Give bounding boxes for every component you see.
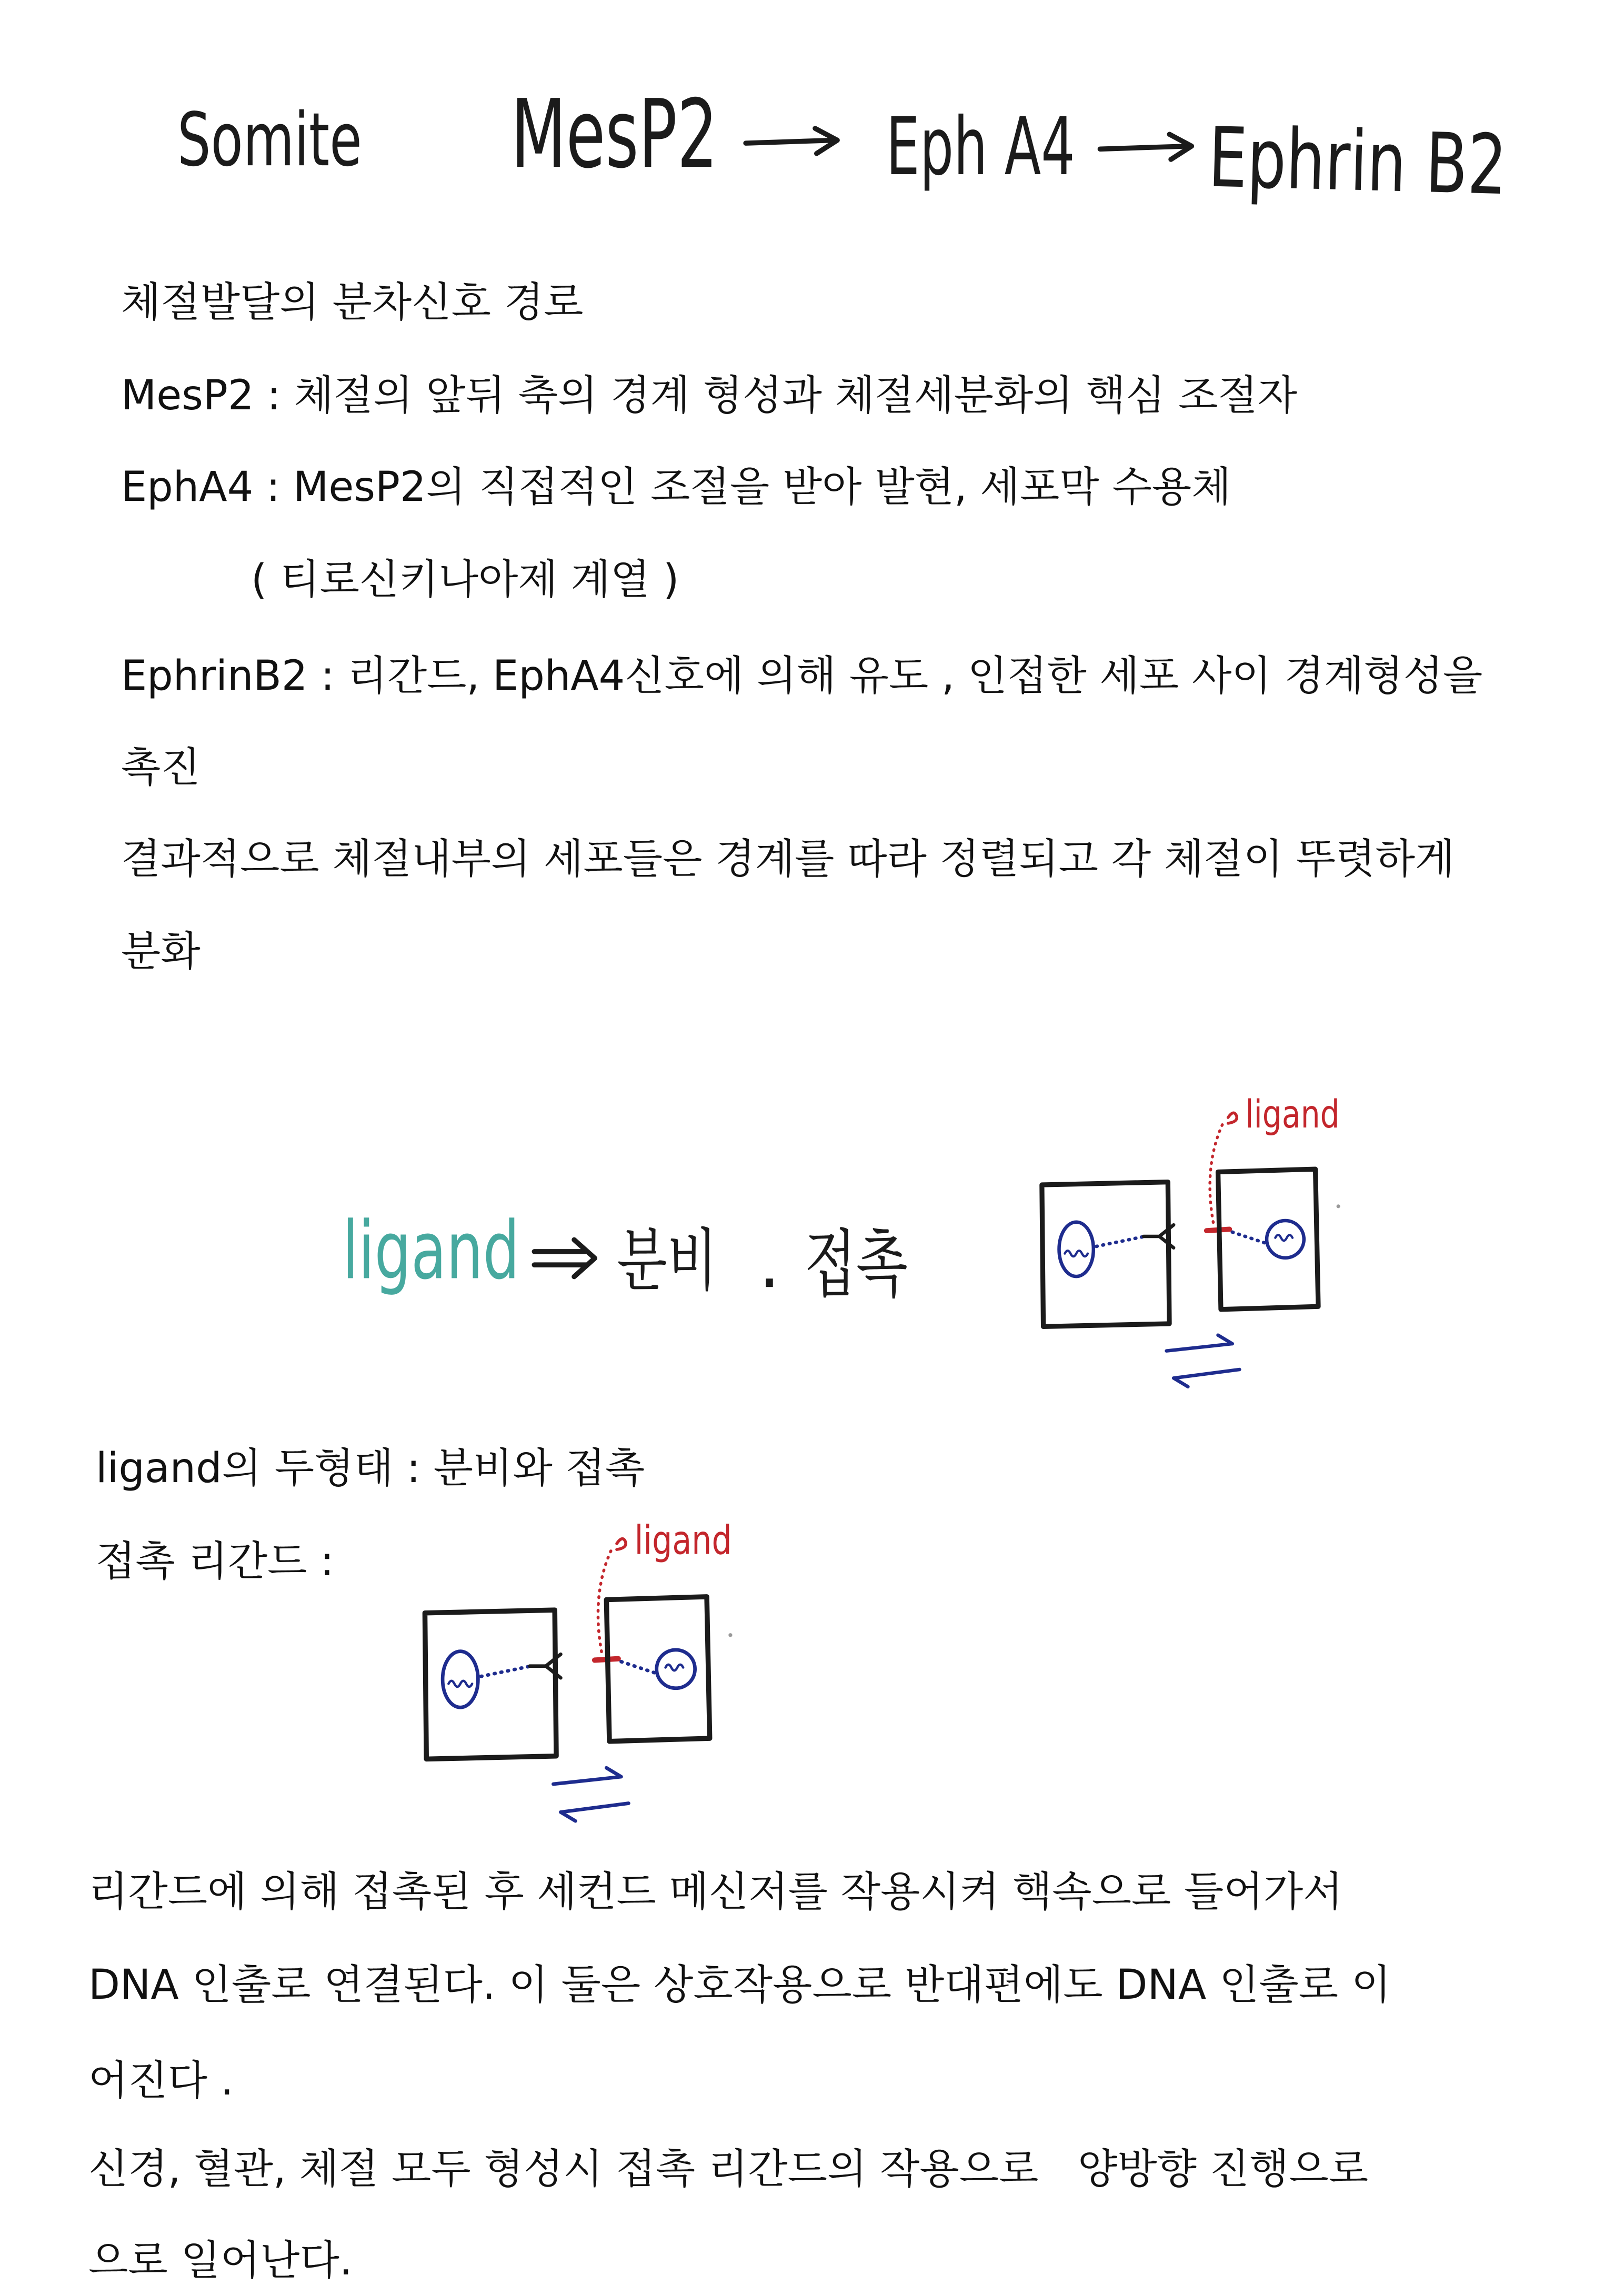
epha4-definition: EphA4 : MesP2의 직접적인 조절을 받아 발현, 세포막 수용체: [121, 464, 1231, 511]
implies-arrow-icon: [534, 1240, 595, 1276]
arrow-right-icon: [746, 128, 837, 154]
epha4-label: Eph A4: [886, 100, 1075, 194]
contact-ligand-label: 접촉 리간드 :: [96, 1538, 334, 1585]
epha4-note: ( 티로신키나아제 계열 ): [251, 556, 679, 603]
conclusion-line-cont: 분화: [121, 928, 201, 975]
ligand-word: ligand: [342, 1204, 520, 1297]
ink-speck: [1337, 1204, 1340, 1208]
ligand-label: ligand: [1245, 1092, 1340, 1137]
right-nucleus: [1267, 1221, 1304, 1258]
ephrinb2-definition: EphrinB2 : 리간드, EphA4신호에 의해 유도 , 인접한 세포 사이 경계형성을: [121, 652, 1483, 700]
ephrinb2-label: Ephrin B2: [1207, 109, 1612, 217]
contact-label: 접촉: [804, 1222, 908, 1308]
left-nucleus: [443, 1651, 478, 1708]
bidirectional-arrows-icon: [553, 1768, 628, 1821]
ligand-pointer: [1210, 1113, 1237, 1225]
summary-line: 어진다 .: [88, 2057, 234, 2104]
ligand-forms-line: ligand의 두형태 : 분비와 접촉: [96, 1445, 645, 1492]
summary-line: 리간드에 의해 접촉된 후 세컨드 메신저를 작용시켜 핵속으로 들어가서: [88, 1868, 1343, 1916]
conclusion-line: 결과적으로 체절내부의 세포들은 경계를 따라 정렬되고 각 체절이 뚜렷하게: [121, 835, 1455, 883]
ligand-pointer: [598, 1539, 626, 1655]
contact-ligand-diagram-1: [1030, 1087, 1360, 1395]
bidirectional-arrows-icon: [1167, 1335, 1240, 1387]
arrow-right-icon: [1100, 134, 1191, 159]
handwritten-pathway-title: [148, 59, 1612, 229]
ink-speck: [728, 1633, 732, 1637]
mesp2-label: MesP2: [511, 79, 718, 189]
right-nucleus: [657, 1650, 695, 1688]
secretion-label: 분비: [617, 1221, 718, 1301]
section-heading: 체절발달의 분차신호 경로: [121, 279, 584, 326]
mesp2-definition: MesP2 : 체절의 앞뒤 축의 경계 형성과 체절세분화의 핵심 조절자: [121, 372, 1298, 419]
signal-path-right: [621, 1661, 656, 1673]
summary-line: DNA 인출로 연결된다. 이 둘은 상호작용으로 반대편에도 DNA 인출로 이: [88, 1961, 1391, 2009]
signal-path-right: [1232, 1232, 1267, 1244]
signal-path-left: [1096, 1236, 1145, 1246]
somite-label: Somite: [177, 97, 362, 184]
summary-line: 신경, 혈관, 체절 모두 형성시 접촉 리간드의 작용으로 양방향 진행으로: [88, 2146, 1369, 2193]
ephrinb2-definition-cont: 촉진: [121, 744, 201, 791]
ligand-label: ligand: [634, 1517, 732, 1564]
ligand-types-sketch: [325, 1181, 930, 1343]
contact-ligand-diagram-2: [413, 1513, 753, 1830]
signal-path-left: [481, 1666, 531, 1677]
separator-dot: .: [758, 1224, 780, 1304]
summary-line: 으로 일어난다.: [88, 2237, 353, 2284]
left-nucleus: [1059, 1222, 1094, 1276]
